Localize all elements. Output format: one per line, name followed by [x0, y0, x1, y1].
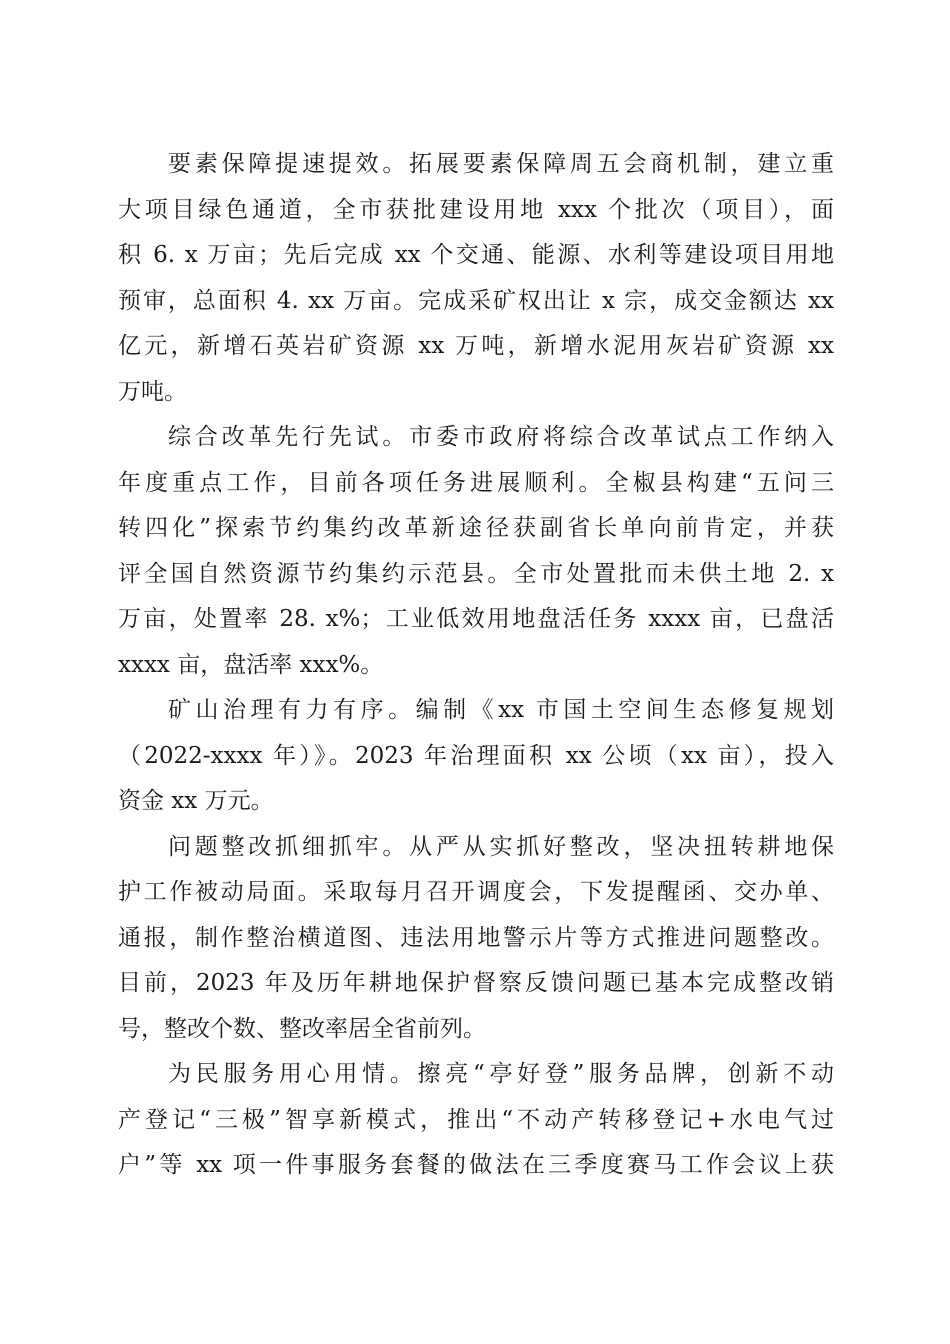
- paragraph-element-guarantee: [118, 142, 834, 415]
- text-line: 要素保障提速提效。拓展要素保障周五会商机制，建立重: [168, 151, 834, 177]
- text-line: （2022-xxxx 年）》。2023 年治理面积 xx 公顷（xx 亩），投入: [118, 742, 834, 769]
- paragraph-public-service: [118, 1052, 834, 1189]
- text-line: 评全国自然资源节约集约示范县。全市处置批而未供土地 2. x: [118, 560, 834, 587]
- paragraph-comprehensive-reform: [118, 415, 834, 688]
- text-line: 矿山治理有力有序。编制《xx 市国土空间生态修复规划: [168, 697, 834, 723]
- text-line: 户”等 xx 项一件事服务套餐的做法在三季度赛马工作会议上获: [118, 1152, 834, 1178]
- text-line: 目前，2023 年及历年耕地保护督察反馈问题已基本完成整改销: [118, 970, 834, 996]
- text-line: 产登记“三极”智享新模式，推出“不动产转移登记+水电气过: [118, 1106, 834, 1133]
- text-line: 为民服务用心用情。擦亮“亭好登”服务品牌，创新不动: [168, 1061, 834, 1087]
- text-line: 万亩，处置率 28. x%；工业低效用地盘活任务 xxxx 亩，已盘活: [118, 606, 834, 632]
- paragraph-problem-rectification: [118, 825, 834, 1053]
- text-line: 资金 xx 万元。: [118, 788, 274, 814]
- text-line: 年度重点工作，目前各项任务进展顺利。全椒县构建“五问三: [118, 469, 834, 496]
- text-line: 综合改革先行先试。市委市政府将综合改革试点工作纳入: [168, 424, 834, 450]
- text-line: 预审，总面积 4. xx 万亩。完成采矿权出让 x 宗，成交金额达 xx: [118, 287, 834, 314]
- text-line: 转四化”探索节约集约改革新途径获副省长单向前肯定，并获: [118, 515, 834, 541]
- text-line: 护工作被动局面。采取每月召开调度会，下发提醒函、交办单、: [118, 879, 834, 905]
- text-line: 号，整改个数、整改率居全省前列。: [118, 1015, 486, 1042]
- document-body: [118, 142, 834, 1189]
- text-line: xxxx 亩，盘活率 xxx%。: [118, 651, 384, 678]
- text-line: 大项目绿色通道，全市获批建设用地 xxx 个批次（项目），面: [118, 196, 834, 223]
- text-line: 通报，制作整治横道图、违法用地警示片等方式推进问题整改。: [118, 924, 834, 951]
- text-line: 万吨。: [118, 378, 187, 405]
- text-line: 亿元，新增石英岩矿资源 xx 万吨，新增水泥用灰岩矿资源 xx: [118, 333, 834, 359]
- paragraph-mine-governance: [118, 688, 834, 825]
- text-line: 问题整改抓细抓牢。从严从实抓好整改，坚决扭转耕地保: [168, 833, 834, 860]
- text-line: 积 6. x 万亩；先后完成 xx 个交通、能源、水利等建设项目用地: [118, 242, 834, 268]
